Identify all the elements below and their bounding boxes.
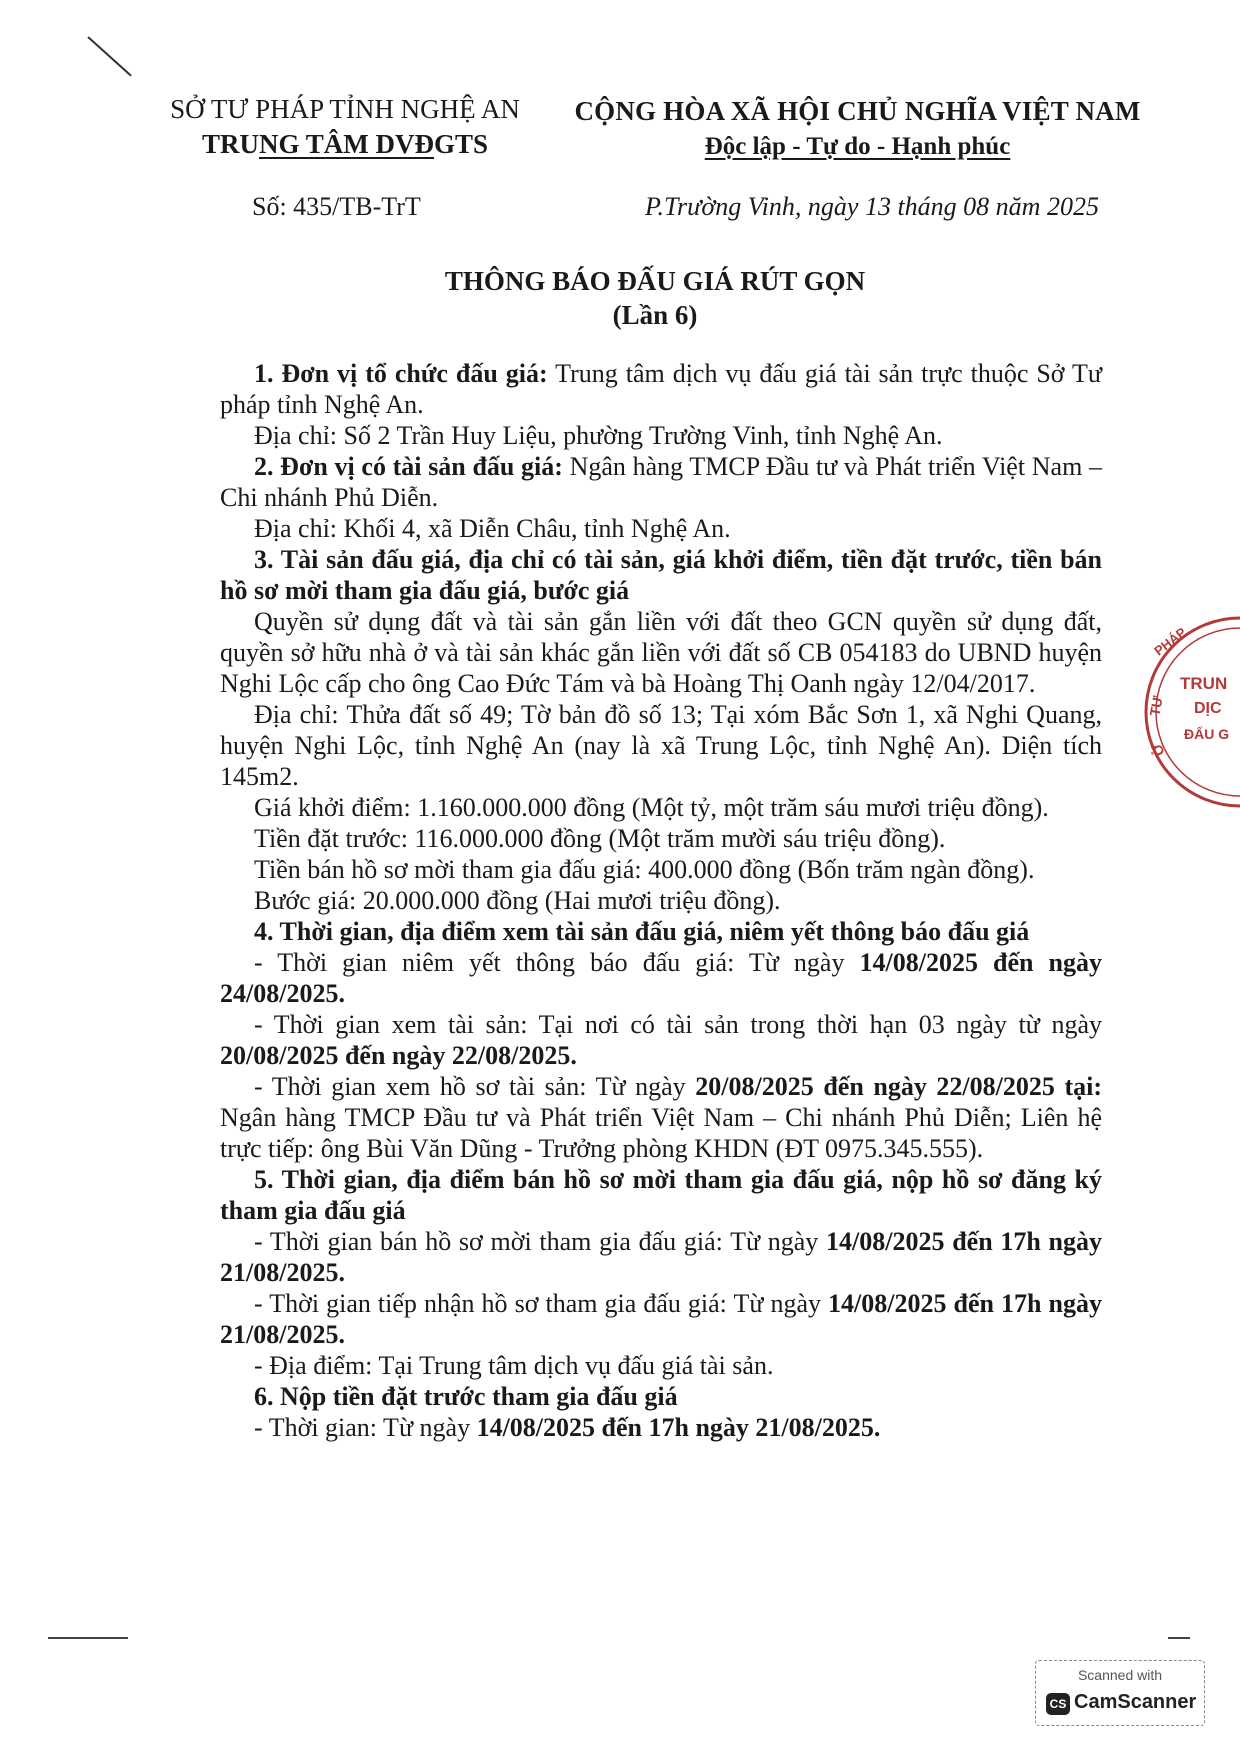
s6-item-1-text: - Thời gian: Từ ngày (254, 1413, 477, 1442)
seal-text-2: TRUN (1180, 674, 1228, 693)
seal-rings-icon (1128, 612, 1240, 812)
bid-step: Bước giá: 20.000.000 đồng (Hai mươi triệu đồng). (254, 886, 781, 915)
s5-item-1-bold: 14/08/2025 đến 17h ngày 21/08/2025. (220, 1227, 1103, 1287)
place-date: P.Trường Vinh, ngày 13 tháng 08 năm 2025 (645, 192, 1099, 221)
org-line-2-c: GTS (433, 129, 489, 159)
seal-text-6: Ở (1148, 740, 1168, 760)
section-5-item-3: - Địa điểm: Tại Trung tâm dịch vụ đấu giá tài sản. (254, 1351, 774, 1380)
section-5-item-1 (220, 1226, 1102, 1288)
org-line-2-b: NG TÂM DVĐ (258, 129, 434, 159)
section-2 (220, 451, 1102, 513)
s6-item-1-bold: 14/08/2025 đến 17h ngày 21/08/2025. (476, 1413, 881, 1442)
section-1-text: Trung tâm dịch vụ đấu giá tài sản trực thuộc Sở Tư pháp tỉnh Nghệ An. (220, 359, 1102, 419)
s5-item-2-bold: 14/08/2025 đến 17h ngày 21/08/2025. (220, 1289, 1102, 1349)
national-header (565, 94, 1150, 164)
section-4-item-3 (220, 1071, 1102, 1164)
document-body (220, 358, 1102, 1443)
seal-text-1: PHÁP (1151, 624, 1189, 659)
section-4-item-2 (220, 1009, 1102, 1071)
edge-mark-right (1168, 1637, 1190, 1639)
section-6-item-1 (220, 1412, 1102, 1443)
section-2-heading: 2. Đơn vị có tài sản đấu giá: (254, 452, 563, 481)
seal-text-5: TƯ (1146, 694, 1166, 718)
org-line-2-a: TRU (201, 129, 259, 159)
section-1 (220, 358, 1102, 420)
section-6-heading: 6. Nộp tiền đặt trước tham gia đấu giá (254, 1382, 678, 1411)
section-3-address: Địa chỉ: Thửa đất số 49; Tờ bản đồ số 13; Tại xóm Bắc Sơn 1, xã Nghi Quang, huyện Nghi Lộc, tỉnh Nghệ An (nay là xã Trung Lộc, tỉnh Nghệ An). Diện tích 145m2. (220, 700, 1102, 791)
official-seal (1128, 612, 1240, 812)
seal-text-3: DỊC (1194, 700, 1222, 717)
section-3-asset: Quyền sử dụng đất và tài sản gắn liền với đất theo GCN quyền sử dụng đất, quyền sở hữu nhà ở và tài sản khác gắn liền với đất số CB 054183 do UBND huyện Nghi Lộc cấp cho ông Cao Đức Tám và bà Hoàng Thị Oanh ngày 12/04/2017. (220, 607, 1102, 698)
section-4-heading: 4. Thời gian, địa điểm xem tài sản đấu giá, niêm yết thông báo đấu giá (254, 917, 1030, 946)
section-5-heading: 5. Thời gian, địa điểm bán hồ sơ mời tham gia đấu giá, nộp hồ sơ đăng ký tham gia đấu giá (220, 1165, 1102, 1225)
start-price: Giá khởi điểm: 1.160.000.000 đồng (Một tỷ, một trăm sáu mươi triệu đồng). (254, 793, 1049, 822)
issuing-organization (150, 92, 540, 162)
section-1-address: Địa chỉ: Số 2 Trần Huy Liệu, phường Trường Vinh, tỉnh Nghệ An. (254, 421, 943, 450)
deposit: Tiền đặt trước: 116.000.000 đồng (Một trăm mười sáu triệu đồng). (254, 824, 946, 853)
org-line-1: SỞ TƯ PHÁP TỈNH NGHỆ AN (170, 94, 520, 124)
scanned-with-label: Scanned with (1077, 1667, 1163, 1683)
org-line-2 (150, 127, 540, 162)
s4-item-2-text: - Thời gian xem tài sản: Tại nơi có tài sản trong thời hạn 03 ngày từ ngày (254, 1010, 1102, 1039)
section-2-text: Ngân hàng TMCP Đầu tư và Phát triển Việt Nam – Chi nhánh Phủ Diễn. (220, 452, 1102, 512)
seal-text-4: ĐẤU G (1184, 726, 1230, 742)
s4-item-1-bold: 14/08/2025 đến ngày 24/08/2025. (220, 948, 1102, 1008)
edge-mark-left (48, 1637, 128, 1639)
camscanner-name: CamScanner (1074, 1691, 1197, 1713)
section-4-item-1 (220, 947, 1102, 1009)
section-3-heading: 3. Tài sản đấu giá, địa chỉ có tài sản, giá khởi điểm, tiền đặt trước, tiền bán hồ sơ mời tham gia đấu giá, bước giá (220, 545, 1102, 605)
title-sub: (Lần 6) (612, 300, 698, 330)
title-main: THÔNG BÁO ĐẤU GIÁ RÚT GỌN (444, 266, 866, 296)
document-number: Số: 435/TB-TrT (252, 192, 421, 221)
s5-item-2-text: - Thời gian tiếp nhận hồ sơ tham gia đấu giá: Từ ngày (254, 1289, 829, 1318)
document-title (0, 264, 1240, 332)
section-2-address: Địa chỉ: Khối 4, xã Diễn Châu, tỉnh Nghệ An. (254, 514, 731, 543)
section-1-heading: 1. Đơn vị tổ chức đấu giá: (254, 359, 548, 388)
motto: Độc lập - Tự do - Hạnh phúc (704, 133, 1011, 160)
s4-item-3-post: Ngân hàng TMCP Đầu tư và Phát triển Việt Nam – Chi nhánh Phủ Diễn; Liên hệ trực tiếp: ông Bùi Văn Dũng - Trưởng phòng KHDN (ĐT 0975.345.555). (220, 1103, 1102, 1163)
camscanner-badge (1035, 1660, 1205, 1726)
s4-item-2-bold: 20/08/2025 đến ngày 22/08/2025. (220, 1041, 577, 1070)
camscanner-icon: CS (1046, 1693, 1070, 1715)
pen-mark (87, 36, 131, 76)
section-5-item-2 (220, 1288, 1102, 1350)
dossier-fee: Tiền bán hồ sơ mời tham gia đấu giá: 400.000 đồng (Bốn trăm ngàn đồng). (254, 855, 1035, 884)
s4-item-3-bold: 20/08/2025 đến ngày 22/08/2025 tại: (695, 1072, 1103, 1101)
s4-item-3-text: - Thời gian xem hồ sơ tài sản: Từ ngày (254, 1072, 696, 1101)
s5-item-1-text: - Thời gian bán hồ sơ mời tham gia đấu giá: Từ ngày (254, 1227, 827, 1256)
s4-item-1-text: - Thời gian niêm yết thông báo đấu giá: Từ ngày (254, 948, 860, 977)
country-name: CỘNG HÒA XÃ HỘI CHỦ NGHĨA VIỆT NAM (574, 96, 1141, 126)
